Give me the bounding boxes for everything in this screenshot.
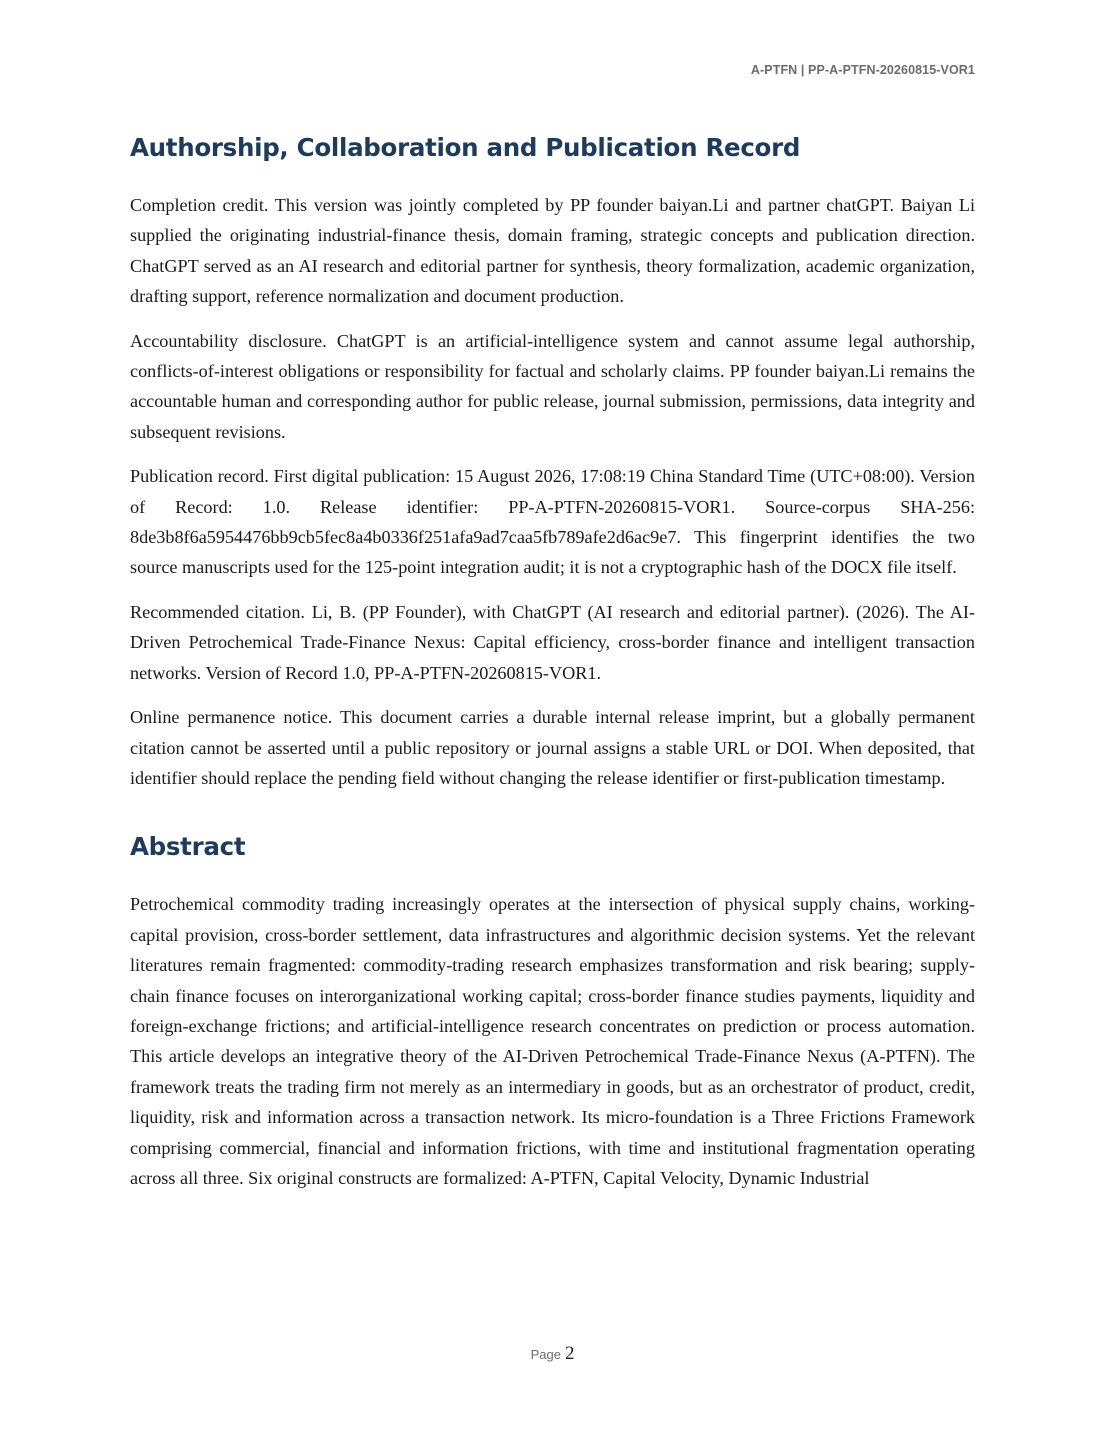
section-heading-authorship: Authorship, Collaboration and Publication Record (130, 133, 801, 162)
paragraph-accountability-disclosure: Accountability disclosure. ChatGPT is an artificial-intelligence system and cannot assume legal authorship, conflicts-of-interest obligations or responsibility for factual and scholarly claims. PP founder baiyan.Li remains the accountable human and corresponding author for public release, journal submission, permissions, data integrity and subsequent revisions. (130, 330, 975, 442)
paragraph-abstract: Petrochemical commodity trading increasingly operates at the intersection of physical supply chains, working-capital provision, cross-border settlement, data infrastructures and algorithmic decision systems. Yet the relevant literatures remain fragmented: commodity-trading research emphasizes transformation and risk bearing; supply-chain finance focuses on interorganizational working capital; cross-border finance studies payments, liquidity and foreign-exchange frictions; and artificial-intelligence research concentrates on prediction or process automation. This article develops an integrative theory of the AI-Driven Petrochemical Trade-Finance Nexus (A-PTFN). The framework treats the trading firm not merely as an intermediary in goods, but as an orchestrator of product, credit, liquidity, risk and information across a transaction network. Its micro-foundation is a Three Frictions Framework comprising commercial, financial and information frictions, with time and institutional fragmentation operating across all three. Six original constructs are formalized: A-PTFN, Capital Velocity, Dynamic Industrial (130, 894, 975, 1188)
running-header: A-PTFN | PP-A-PTFN-20260815-VOR1 (750, 63, 975, 77)
paragraph-recommended-citation: Recommended citation. Li, B. (PP Founder), with ChatGPT (AI research and editorial partner). (2026). The AI-Driven Petrochemical Trade-Finance Nexus: Capital efficiency, cross-border finance and intelligent transaction networks. Version of Record 1.0, PP-A-PTFN-20260815-VOR1. (130, 601, 975, 683)
section-heading-abstract: Abstract (130, 832, 246, 862)
paragraph-completion-credit: Completion credit. This version was jointly completed by PP founder baiyan.Li and partner chatGPT. Baiyan Li supplied the originating industrial-finance thesis, domain framing, strategic concepts and publication direction. ChatGPT served as an AI research and editorial partner for synthesis, theory formalization, academic organization, drafting support, reference normalization and document production. (130, 195, 975, 307)
page-footer (0, 1343, 1105, 1365)
page-number: 2 (564, 1343, 575, 1364)
paragraph-publication-record: Publication record. First digital publication: 15 August 2026, 17:08:19 China Standard Time (UTC+08:00). Version of Record: 1.0. Release identifier: PP-A-PTFN-20260815-VOR1. Source-corpus SHA-256: 8de3b8f6a5954476bb9cb5fec8a4b0336f251afa9ad7caa5fb789afe2d6ac9e7. This fingerprint identifies the two source manuscripts used for the 125-point integration audit; it is not a cryptographic hash of the DOCX file itself. (130, 466, 975, 578)
page-label: Page (530, 1347, 561, 1362)
paragraph-online-permanence: Online permanence notice. This document carries a durable internal release imprint, but a globally permanent citation cannot be asserted until a public repository or journal assigns a stable URL or DOI. When deposited, that identifier should replace the pending field without changing the release identifier or first-publication timestamp. (130, 707, 975, 788)
page-content (130, 128, 975, 1207)
